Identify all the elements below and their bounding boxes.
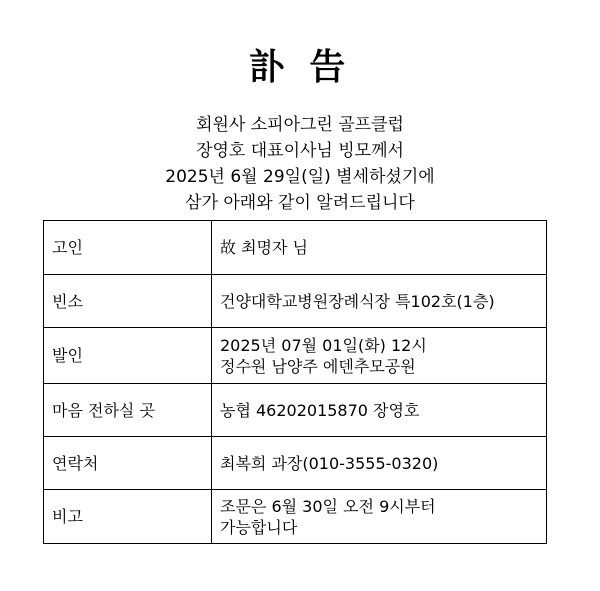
- announcement-line: 회원사 소피아그린 골프클럽: [196, 115, 404, 135]
- contact-label: 연락처: [44, 437, 212, 490]
- remarks-value: [212, 490, 547, 544]
- condolence-account-label: 마음 전하실 곳: [44, 384, 212, 437]
- deceased-label: 고인: [44, 221, 212, 275]
- announcement-text: [0, 112, 600, 216]
- announcement-line: 장영호 대표이사님 빙모께서: [196, 141, 404, 161]
- table-row-remarks: [44, 490, 547, 544]
- funeral-info-table: [43, 220, 547, 544]
- table-row-contact: [44, 437, 547, 490]
- condolence-account-value: 농협 46202015870 장영호: [212, 384, 547, 437]
- departure-datetime: 2025년 07월 01일(화) 12시: [220, 335, 427, 355]
- table-row-condolence-account: [44, 384, 547, 437]
- funeral-hall-label: 빈소: [44, 275, 212, 328]
- table-row-deceased: [44, 221, 547, 275]
- page-title: 訃 告: [248, 47, 352, 88]
- departure-burial-site: 정수원 남양주 에덴추모공원: [220, 356, 416, 376]
- departure-value: [212, 328, 547, 384]
- contact-value: 최복희 과장(010-3555-0320): [212, 437, 547, 490]
- departure-label: 발인: [44, 328, 212, 384]
- announcement-line: 2025년 6월 29일(일) 별세하셨기에: [165, 167, 435, 187]
- announcement-line: 삼가 아래와 같이 알려드립니다: [185, 193, 415, 213]
- remarks-line: 조문은 6월 30일 오전 9시부터: [220, 496, 436, 516]
- funeral-hall-value: 건양대학교병원장례식장 특102호(1층): [212, 275, 547, 328]
- remarks-line: 가능합니다: [220, 517, 298, 537]
- deceased-value: 故 최명자 님: [212, 221, 547, 275]
- remarks-label: 비고: [44, 490, 212, 544]
- table-row-departure: [44, 328, 547, 384]
- table-row-funeral-hall: [44, 275, 547, 328]
